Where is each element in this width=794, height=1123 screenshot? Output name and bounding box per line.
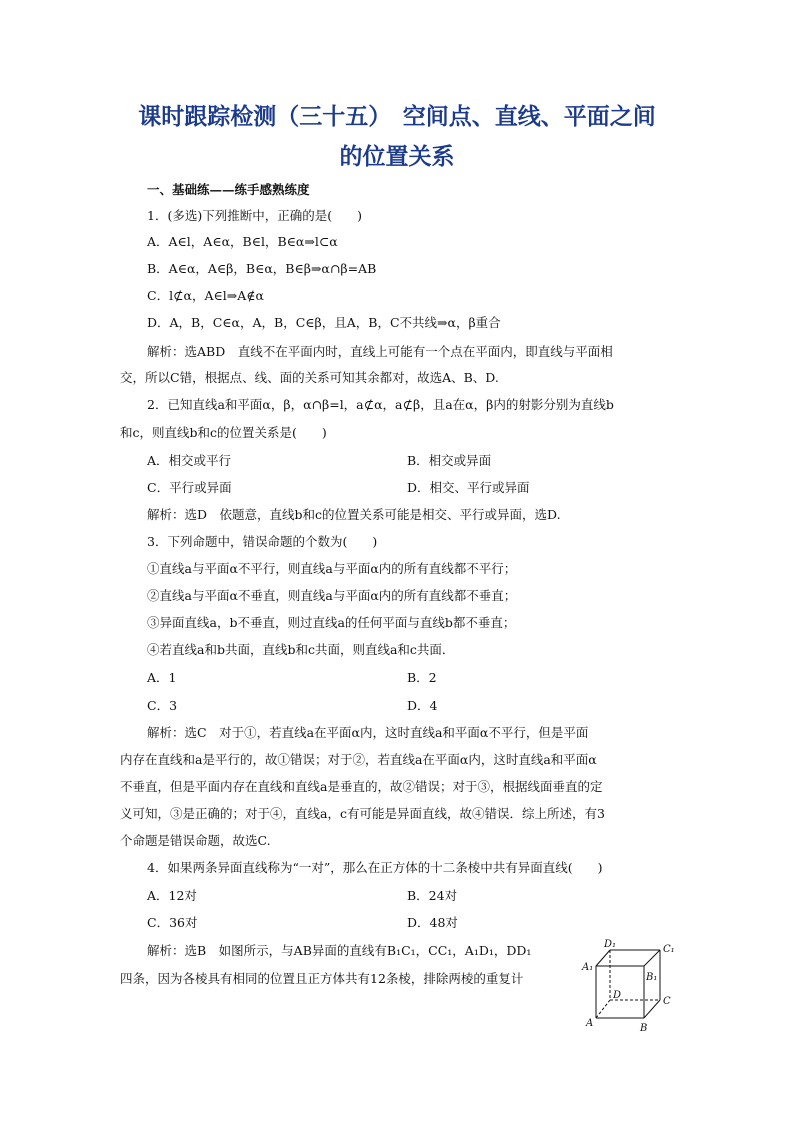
label-b: B xyxy=(640,1023,648,1034)
q3-option-a: A．1 xyxy=(147,670,177,685)
section-heading: 一、基础练——练手感熟练度 xyxy=(147,182,310,197)
q2-option-b: B．相交或异面 xyxy=(407,453,492,468)
q3-option-b: B．2 xyxy=(407,670,437,685)
label-a: A xyxy=(586,1018,594,1029)
edge-bc xyxy=(644,1000,660,1018)
q2-solution: 解析：选D 依题意，直线b和c的位置关系可能是相交、平行或异面，选D. xyxy=(147,507,561,522)
label-d1: D₁ xyxy=(604,939,617,950)
q3-proposition-3: ③异面直线a，b不垂直，则过直线a的任何平面与直线b都不垂直； xyxy=(147,615,516,630)
q4-solution-line2: 四条，因为各棱具有相同的位置且正方体共有12条棱，排除两棱的重复计 xyxy=(120,971,524,986)
label-c1: C₁ xyxy=(663,944,675,955)
label-d: D xyxy=(613,990,622,1001)
q2-option-d: D．相交、平行或异面 xyxy=(407,480,530,495)
q4-option-d: D．48对 xyxy=(407,915,458,930)
q3-option-c: C．3 xyxy=(147,698,178,713)
q1-option-b: B．A∈α，A∈β，B∈α，B∈β⇒α∩β=AB xyxy=(147,261,377,276)
label-c: C xyxy=(663,996,671,1007)
q4-option-a: A．12对 xyxy=(147,888,197,903)
q3-solution-line4: 义可知，③是正确的；对于④，直线a，c有可能是异面直线，故④错误．综上所述，有3 xyxy=(120,806,605,821)
q3-solution-line1: 解析：选C 对于①，若直线a在平面α内，这时直线a和平面α不平行，但是平面 xyxy=(147,725,589,740)
q4-option-c: C．36对 xyxy=(147,915,198,930)
edge-a1d1 xyxy=(596,950,610,966)
q1-solution-line2: 交，所以C错，根据点、线、面的关系可知其余都对，故选A、B、D. xyxy=(120,370,499,385)
q4-solution-line1: 解析：选B 如图所示，与AB异面的直线有B₁C₁，CC₁，A₁D₁，DD₁ xyxy=(147,943,532,958)
q1-stem: 1．(多选)下列推断中，正确的是( ) xyxy=(147,208,362,223)
q1-solution-line1: 解析：选ABD 直线不在平面内时，直线上可能有一个点在平面内，即直线与平面相 xyxy=(147,344,613,359)
q3-solution-line3: 不垂直，但是平面内存在直线和直线a是垂直的，故②错误；对于③，根据线面垂直的定 xyxy=(120,779,603,794)
q3-option-d: D．4 xyxy=(407,698,438,713)
q3-proposition-4: ④若直线a和b共面，直线b和c共面，则直线a和c共面． xyxy=(147,642,455,657)
q1-option-c: C．l⊄α，A∈l⇒A∉α xyxy=(147,288,264,303)
q3-proposition-1: ①直线a与平面α不平行，则直线a与平面α内的所有直线都不平行； xyxy=(147,561,517,576)
page-title-line2: 的位置关系 xyxy=(339,144,455,170)
cube-figure xyxy=(580,938,680,1038)
q3-solution-line5: 个命题是错误命题，故选C. xyxy=(120,833,271,848)
q3-solution-line2: 内存在直线和a是平行的，故①错误；对于②，若直线a在平面α内，这时直线a和平面α xyxy=(120,752,597,767)
q1-option-a: A．A∈l，A∈α，B∈l，B∈α⇒l⊂α xyxy=(147,234,338,249)
q2-option-a: A．相交或平行 xyxy=(147,453,232,468)
edge-b1c1 xyxy=(644,950,660,966)
q3-stem: 3．下列命题中，错误命题的个数为( ) xyxy=(147,534,378,549)
q3-proposition-2: ②直线a与平面α不垂直，则直线a与平面α内的所有直线都不垂直； xyxy=(147,588,517,603)
q4-option-b: B．24对 xyxy=(407,888,458,903)
q1-option-d: D．A，B，C∈α，A，B，C∈β，且A，B，C不共线⇒α，β重合 xyxy=(147,315,501,330)
q4-stem: 4．如果两条异面直线称为“一对”，那么在正方体的十二条棱中共有异面直线( ) xyxy=(147,860,603,875)
q2-stem-line2: 和c，则直线b和c的位置关系是( ) xyxy=(120,425,327,440)
cube-diagram xyxy=(580,938,680,1038)
edge-ad xyxy=(596,1000,610,1018)
q2-stem-line1: 2．已知直线a和平面α，β，α∩β=l，a⊄α，a⊄β，且a在α，β内的射影分别为直线b xyxy=(147,397,614,412)
q2-option-c: C．平行或异面 xyxy=(147,480,232,495)
label-a1: A₁ xyxy=(582,962,594,973)
label-b1: B₁ xyxy=(646,972,658,983)
page-title-line1: 课时跟踪检测（三十五） 空间点、直线、平面之间 xyxy=(138,104,656,130)
